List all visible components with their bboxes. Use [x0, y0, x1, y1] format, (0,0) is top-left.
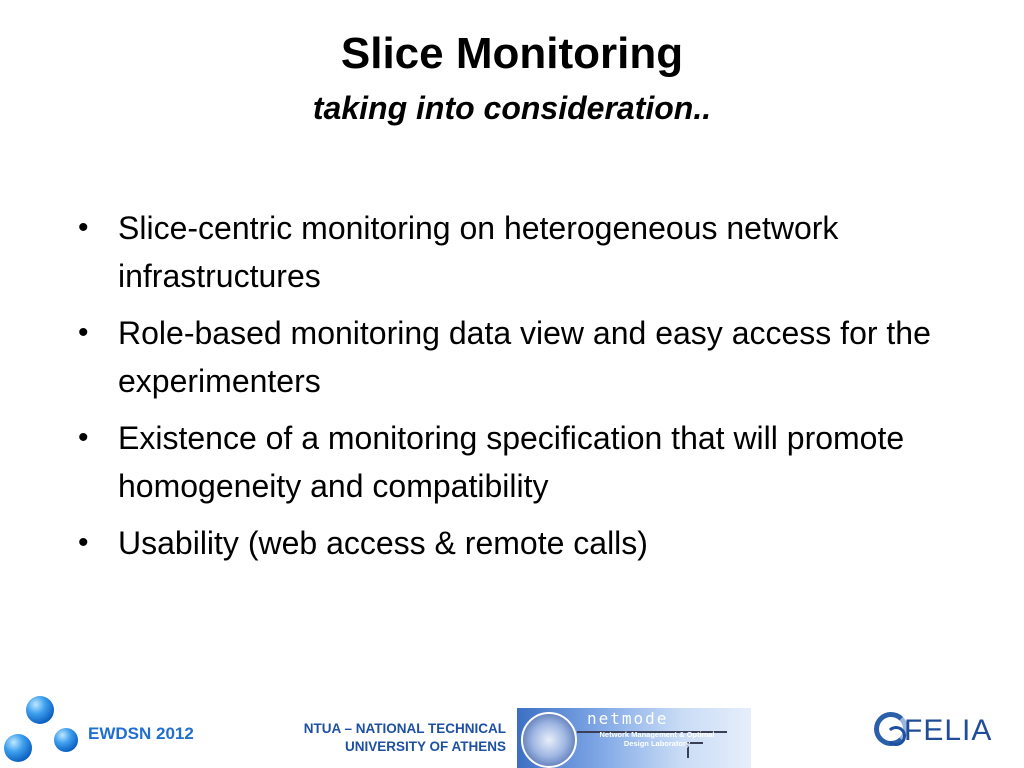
bullet-text: Existence of a monitoring specification that will promote homogeneity and compatibility [118, 420, 905, 504]
netmode-banner [517, 708, 751, 768]
bullet-item [72, 519, 992, 567]
bullet-text: Slice-centric monitoring on heterogeneous network infrastructures [118, 210, 839, 294]
slide-subtitle: taking into consideration.. [312, 90, 712, 126]
bullet-list [72, 204, 992, 576]
ntua-label [282, 720, 506, 756]
sphere-decoration [54, 728, 78, 752]
ntua-line: NTUA – NATIONAL TECHNICAL [303, 721, 506, 736]
bullet-text: Role-based monitoring data view and easy access for the experimenters [118, 315, 931, 399]
sphere-decoration [26, 696, 54, 724]
event-label: EWDSN 2012 [88, 724, 194, 743]
netmode-logo: netmode [587, 709, 669, 728]
bullet-dot: • [78, 211, 89, 244]
slide-title: Slice Monitoring [340, 29, 684, 78]
netmode-subtitle: Network Management & Optimal Design Laboratory [599, 730, 715, 748]
bullet-dot: • [78, 316, 89, 349]
bullet-dot: • [78, 526, 89, 559]
felia-ring-inner-icon [886, 726, 906, 746]
bullet-text: Usability (web access & remote calls) [118, 525, 648, 561]
bullet-dot: • [78, 421, 89, 454]
felia-text: FELIA [904, 714, 993, 747]
slide-footer [0, 690, 1024, 768]
felia-ring-icon [874, 712, 908, 746]
university-seal-icon [521, 712, 577, 768]
ntua-line: UNIVERSITY OF ATHENS [344, 739, 506, 754]
bullet-item [72, 414, 992, 510]
sphere-decoration [4, 734, 32, 762]
bullet-item [72, 309, 992, 405]
felia-logo [874, 710, 1004, 756]
bullet-item [72, 204, 992, 300]
